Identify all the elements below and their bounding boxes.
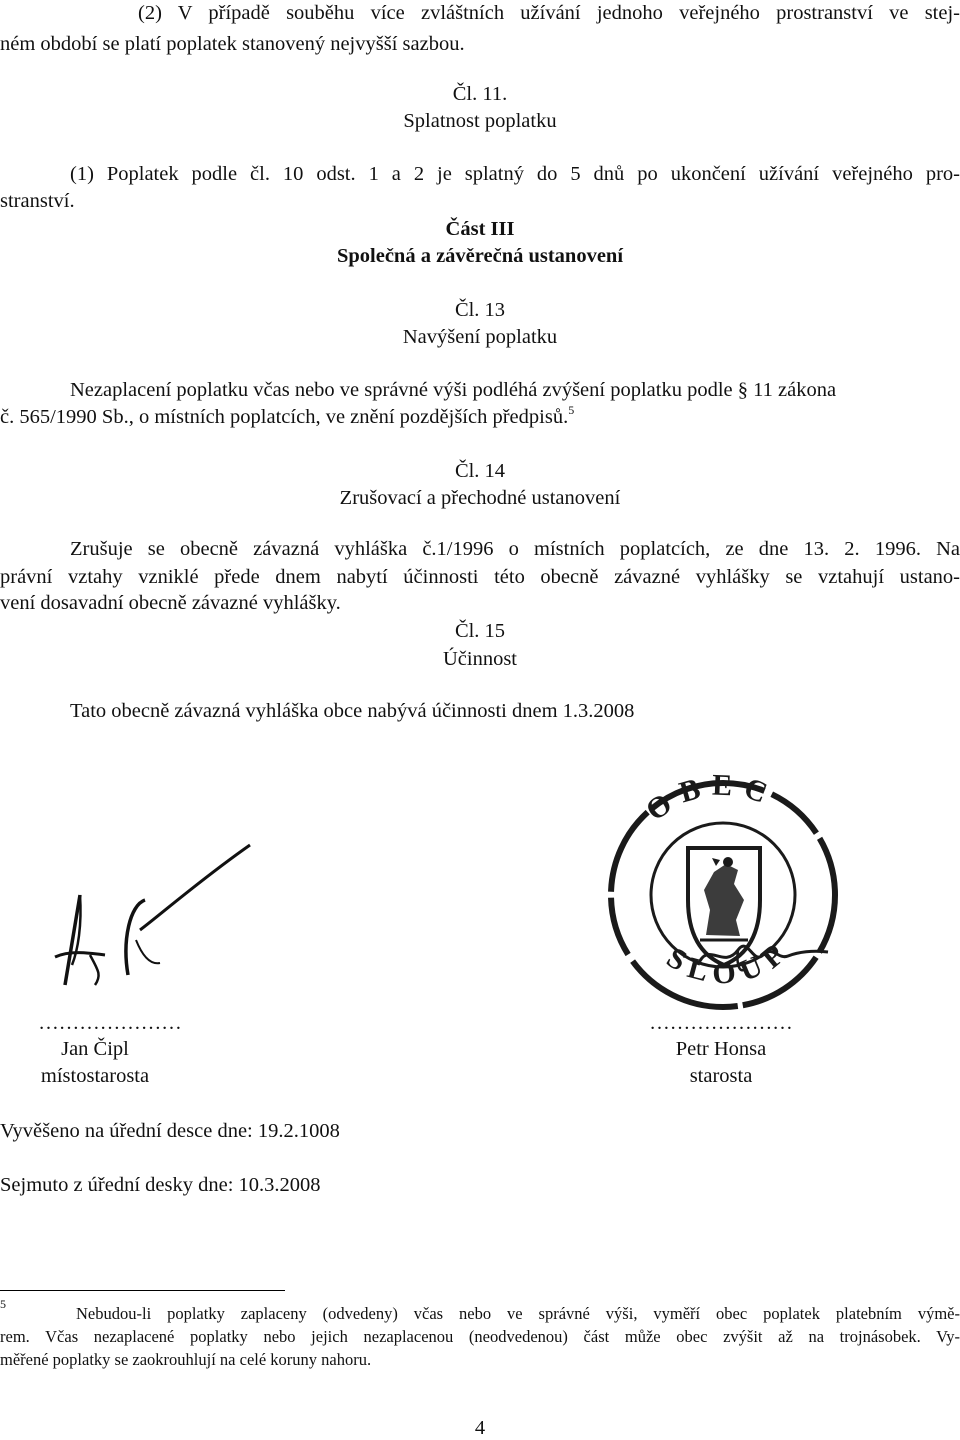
article-11-line-1: (1) Poplatek podle čl. 10 odst. 1 a 2 je splatný do 5 dnů po ukončení užívání veřejného pro- — [70, 163, 960, 185]
article-14-title: Zrušovací a přechodné ustanovení — [339, 487, 621, 509]
prev-paragraph-line-1: (2) V případě souběhu více zvláštních užívání jednoho veřejného prostranství ve stej- — [138, 2, 960, 24]
article-14-line-3: vení dosavadní obecně závazné vyhlášky. — [0, 592, 341, 614]
article-14-heading: Čl. 14 — [454, 460, 506, 482]
article-14-line-1: Zrušuje se obecně závazná vyhláška č.1/1996 o místních poplatcích, ze dne 13. 2. 1996. Na — [70, 538, 960, 560]
signature-left-dots: ………………… — [38, 1012, 182, 1034]
article-14-line-2: právní vztahy vzniklé přede dnem nabytí účinnosti této obecně závazné vyhlášky se vztahují ustano- — [0, 566, 960, 588]
footnote-reference[interactable]: 5 — [568, 403, 575, 417]
page-number: 4 — [474, 1417, 486, 1439]
prev-paragraph-line-2: ném období se platí poplatek stanovený nejvyšší sazbou. — [0, 33, 465, 55]
footnote-line-2: rem. Včas nezaplacené poplatky nebo jejich nezaplacenou (neodvedenou) část může obec zvýšit až na trojnásobek. Vy- — [0, 1327, 960, 1346]
article-13-line-1-text: Nezaplacení poplatku včas nebo ve správné výši podléhá zvýšení poplatku podle — [70, 379, 733, 401]
article-11-title: Splatnost poplatku — [403, 110, 557, 132]
article-13-title: Navýšení poplatku — [402, 326, 558, 348]
article-13-line-1-end: 11 zákona — [753, 379, 837, 401]
footnote-rule — [0, 1290, 285, 1291]
signature-right-dots: ………………… — [649, 1012, 793, 1034]
article-13-line-1 — [70, 379, 836, 402]
article-11-line-2: stranství. — [0, 190, 75, 212]
article-11-heading: Čl. 11. — [452, 83, 508, 105]
stamp-bottom-text: SLOUP — [661, 932, 797, 991]
removed-date: Sejmuto z úřední desky dne: 10.3.2008 — [0, 1174, 321, 1196]
signature-right-name: Petr Honsa — [675, 1038, 767, 1060]
article-13-line-2 — [0, 403, 575, 429]
signature-left-name: Jan Čipl — [61, 1038, 129, 1060]
signature-right-role: starosta — [689, 1065, 753, 1087]
signature-left — [50, 845, 270, 995]
posted-date: Vyvěšeno na úřední desce dne: 19.2.1008 — [0, 1120, 340, 1142]
footnote-number: 5 — [0, 1297, 6, 1311]
footnote-line-1: Nebudou-li poplatky zaplaceny (odvedeny) včas nebo ve správné výši, vyměří obec poplatek platebním výmě- — [76, 1304, 960, 1323]
article-13-heading: Čl. 13 — [454, 299, 506, 321]
svg-text:OBEC — [640, 768, 781, 827]
section-sign: § — [737, 379, 749, 401]
part-3-heading: Část III — [445, 218, 515, 240]
article-15-text: Tato obecně závazná vyhláška obce nabývá účinnosti dnem 1.3.2008 — [70, 700, 635, 722]
article-15-heading: Čl. 15 — [454, 620, 506, 642]
signature-left-role: místostarosta — [40, 1065, 150, 1087]
part-3-title: Společná a závěrečná ustanovení — [336, 245, 624, 267]
article-13-line-2-text: č. 565/1990 Sb., o místních poplatcích, ve znění pozdějších předpisů. — [0, 406, 569, 428]
footnote-line-3: měřené poplatky se zaokrouhlují na celé koruny nahoru. — [0, 1350, 372, 1369]
article-15-title: Účinnost — [442, 648, 518, 670]
official-stamp — [588, 760, 858, 1010]
coat-of-arms-icon — [688, 848, 760, 965]
stamp-top-text: OBEC — [640, 768, 782, 828]
